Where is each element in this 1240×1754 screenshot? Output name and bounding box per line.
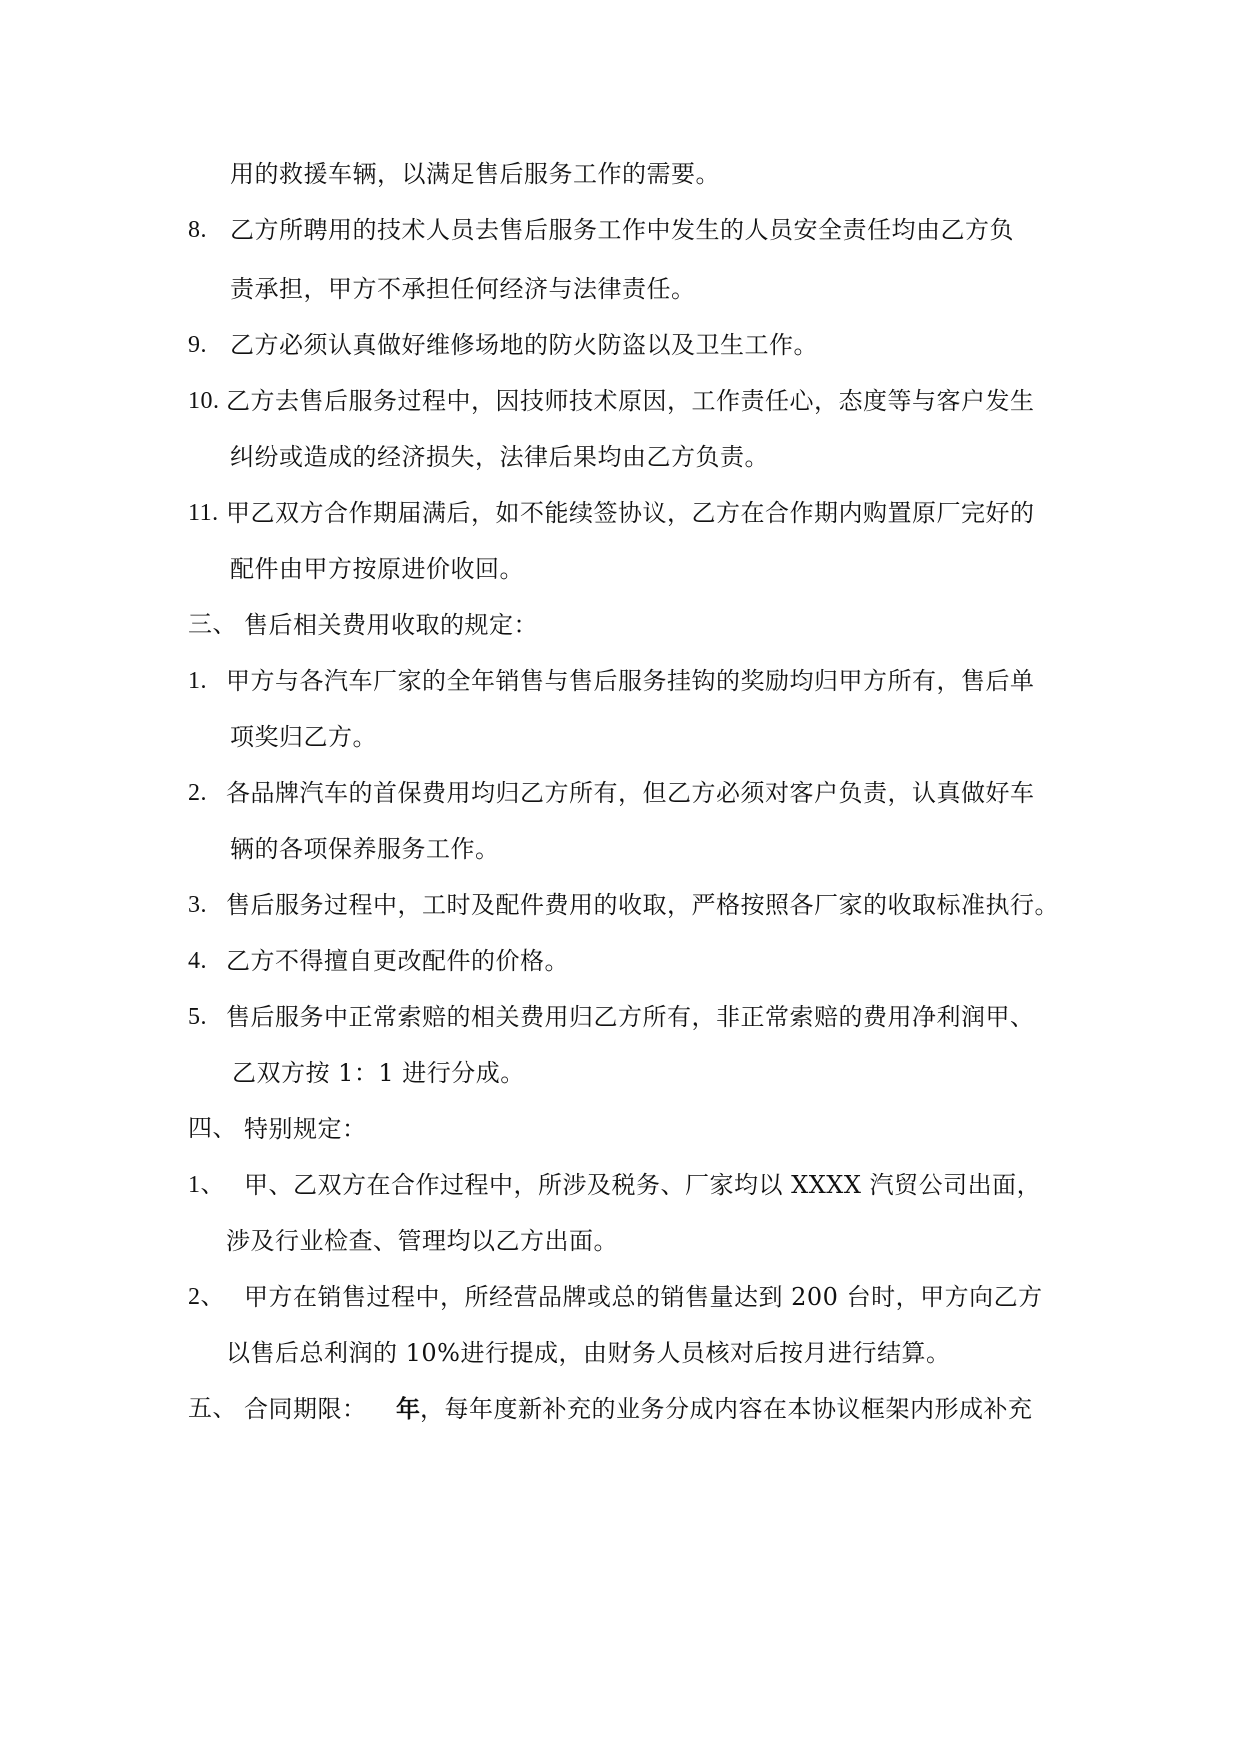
item-number: 2、 xyxy=(188,1284,225,1310)
item-number: 3. xyxy=(188,892,207,918)
item-number: 2. xyxy=(188,780,207,806)
contract-term-year: 年 xyxy=(396,1394,421,1423)
line-text: 各品牌汽车的首保费用均归乙方所有，但乙方必须对客户负责，认真做好车 xyxy=(226,779,1035,807)
item-number: 11. xyxy=(188,500,219,526)
section-title: 售后相关费用收取的规定： xyxy=(244,611,538,639)
line-text: 涉及行业检查、管理均以乙方出面。 xyxy=(226,1227,618,1255)
line-text: 乙方必须认真做好维修场地的防火防盗以及卫生工作。 xyxy=(230,331,818,359)
line-text: 甲方在销售过程中，所经营品牌或总的销售量达到 200 台时，甲方向乙方 xyxy=(244,1283,1043,1311)
line-text: 乙方去售后服务过程中，因技师技术原因，工作责任心，态度等与客户发生 xyxy=(226,387,1035,415)
section-number: 四、 xyxy=(188,1116,237,1142)
line-text: 配件由甲方按原进价收回。 xyxy=(230,555,524,583)
line-text: 乙方所聘用的技术人员去售后服务工作中发生的人员安全责任均由乙方负 xyxy=(230,216,1014,244)
item-number: 10. xyxy=(188,388,220,414)
section-title: 特别规定： xyxy=(244,1115,367,1143)
section-title: 合同期限： xyxy=(244,1395,367,1423)
line-text: 甲、乙双方在合作过程中，所涉及税务、厂家均以 XXXX 汽贸公司出面， xyxy=(244,1171,1042,1199)
line-text: 甲乙双方合作期届满后，如不能续签协议，乙方在合作期内购置原厂完好的 xyxy=(226,499,1035,527)
line-text: 售后服务中正常索赔的相关费用归乙方所有，非正常索赔的费用净利润甲、 xyxy=(226,1003,1035,1031)
line-text: 纠纷或造成的经济损失，法律后果均由乙方负责。 xyxy=(230,443,769,471)
line-text: 乙双方按 1：1 进行分成。 xyxy=(232,1059,525,1087)
item-number: 5. xyxy=(188,1004,207,1030)
line-text: 项奖归乙方。 xyxy=(230,723,377,751)
item-number: 4. xyxy=(188,948,207,974)
line-text: 以售后总利润的 10%进行提成，由财务人员核对后按月进行结算。 xyxy=(226,1339,951,1367)
line-text: 用的救援车辆，以满足售后服务工作的需要。 xyxy=(230,160,720,188)
line-text: 责承担，甲方不承担任何经济与法律责任。 xyxy=(230,275,696,303)
item-number: 9. xyxy=(188,332,207,358)
line-text: 售后服务过程中，工时及配件费用的收取，严格按照各厂家的收取标准执行。 xyxy=(226,891,1059,919)
line-text: 辆的各项保养服务工作。 xyxy=(230,835,500,863)
item-number: 1、 xyxy=(188,1172,225,1198)
line-text: 甲方与各汽车厂家的全年销售与售后服务挂钩的奖励均归甲方所有，售后单 xyxy=(226,667,1035,695)
item-number: 8. xyxy=(188,217,207,243)
section-number: 五、 xyxy=(188,1396,237,1422)
item-number: 1. xyxy=(188,668,207,694)
line-text: 乙方不得擅自更改配件的价格。 xyxy=(226,947,569,975)
section-number: 三、 xyxy=(188,612,237,638)
line-text: ，每年度新补充的业务分成内容在本协议框架内形成补充 xyxy=(420,1395,1033,1423)
